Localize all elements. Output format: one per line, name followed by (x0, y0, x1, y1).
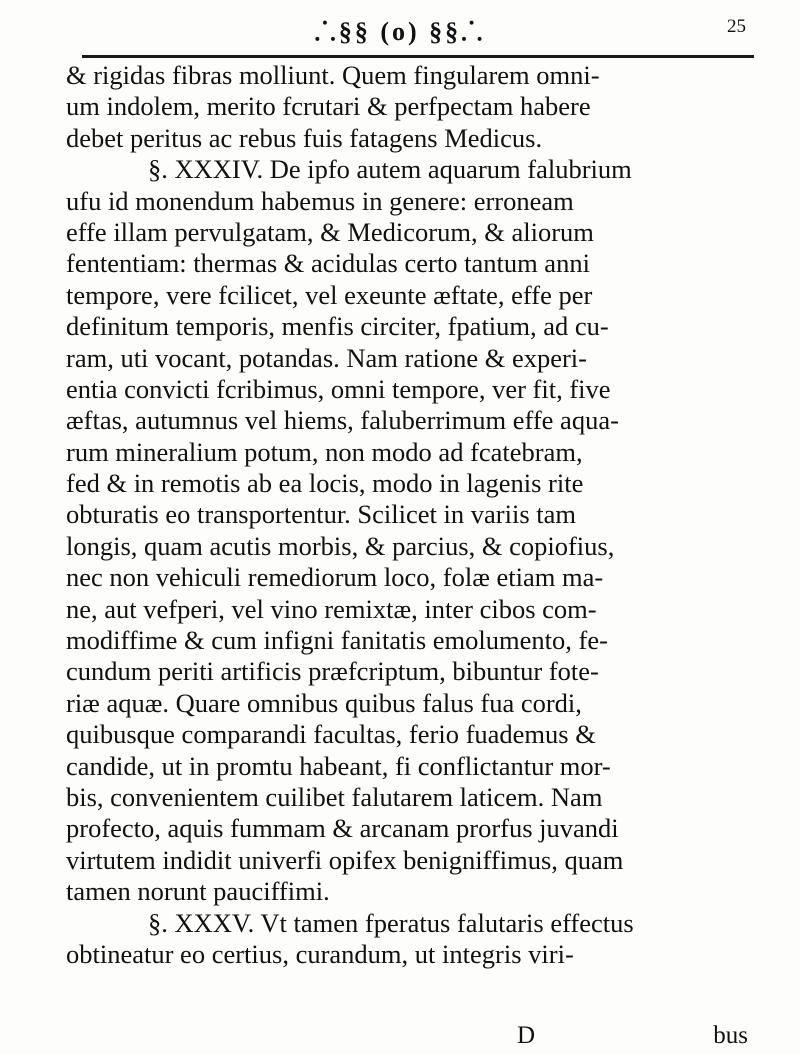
text-line: debet peritus ac rebus fuis fatagens Medicus. (66, 122, 543, 153)
page-header (0, 8, 800, 44)
text-line: modiffime & cum infigni fanitatis emolumento, fe- (66, 625, 608, 656)
text-line: um indolem, merito fcrutari & perfpectam habere (66, 91, 591, 122)
body-text (66, 60, 756, 970)
text-line: effe illam pervulgatam, & Medicorum, & aliorum (66, 216, 594, 247)
text-line: ufu id monendum habemus in genere: erroneam (66, 185, 574, 216)
text-line: obtineatur eo certius, curandum, ut integris viri- (66, 938, 574, 969)
signature-mark: D (517, 1022, 536, 1049)
text-line: obturatis eo transportentur. Scilicet in variis tam (66, 499, 577, 530)
text-line: quibusque comparandi facultas, ferio fuademus & (66, 719, 596, 750)
text-line: candide, ut in promtu habeant, fi conflictantur mor- (66, 750, 611, 781)
text-line: fed & in remotis ab ea locis, modo in lagenis rite (66, 468, 584, 499)
text-line: tempore, vere fcilicet, vel exeunte æftate, effe per (66, 279, 593, 310)
text-line: & rigidas fibras molliunt. Quem fingularem omni- (66, 60, 600, 90)
text-line: entia convicti fcribimus, omni tempore, ver fit, five (66, 373, 611, 404)
section-heading-line: §. XXXV. Vt tamen fperatus falutaris effectus (148, 907, 634, 938)
text-line: ram, uti vocant, potandas. Nam ratione & experi- (66, 342, 587, 373)
text-line: rum mineralium potum, non modo ad fcatebram, (66, 436, 583, 467)
text-line: nec non vehiculi remediorum loco, folæ etiam ma- (66, 562, 604, 593)
text-line: profecto, aquis fummam & arcanam prorfus juvandi (66, 813, 619, 844)
text-line: riæ aquæ. Quare omnibus quibus falus fua cordi, (66, 687, 582, 718)
page-number: 25 (727, 16, 746, 37)
text-line: longis, quam acutis morbis, & parcius, & copiofius, (66, 530, 615, 561)
header-ornament: ⸫§§ (o) §§⸫ (314, 17, 486, 46)
text-line: fententiam: thermas & acidulas certo tantum anni (66, 248, 590, 279)
text-line: ne, aut vefperi, vel vino remixtæ, inter cibos com- (66, 593, 597, 624)
text-line: virtutem indidit univerfi opifex benigniffimus, quam (66, 844, 624, 875)
text-line: æftas, autumnus vel hiems, faluberrimum effe aqua- (66, 405, 619, 436)
text-line: cundum periti artificis præfcriptum, bibuntur fote- (66, 656, 599, 687)
catchword: bus (713, 1022, 748, 1049)
text-line: tamen norunt pauciffimi. (66, 876, 330, 907)
header-rule (82, 55, 754, 58)
text-line: bis, convenientem cuilibet falutarem laticem. Nam (66, 781, 603, 812)
text-line: definitum temporis, menfis circiter, fpatium, ad cu- (66, 311, 609, 342)
section-heading-line: §. XXXIV. De ipfo autem aquarum falubrium (148, 154, 632, 185)
